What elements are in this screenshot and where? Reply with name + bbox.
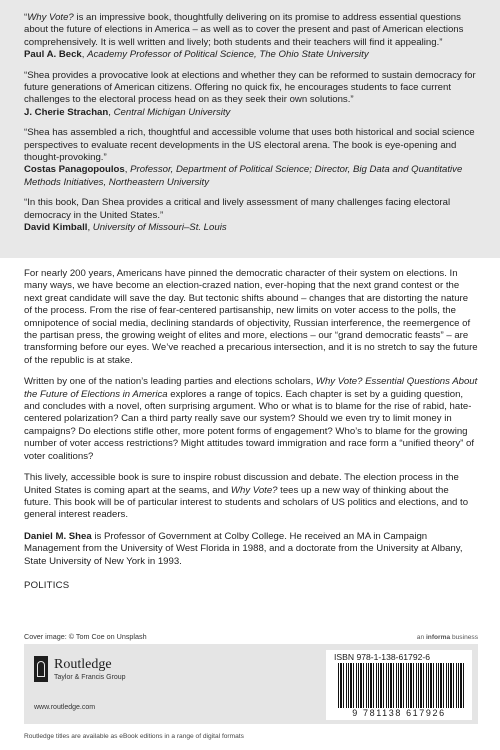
informa-tagline: an informa business <box>416 634 478 641</box>
subject-category: POLITICS <box>24 579 70 591</box>
routledge-logo-icon <box>34 656 48 682</box>
endorser-affiliation: University of Missouri–St. Louis <box>92 222 227 234</box>
publisher-name: Routledge <box>54 657 112 672</box>
barcode-panel <box>326 650 472 720</box>
endorser-name: J. Cherie Strachan <box>24 106 109 118</box>
publisher-group: Taylor & Francis Group <box>54 674 126 681</box>
description-paragraph: Written by one of the nation’s leading parties and elections scholars, Why Vote? Essential Questions About the Future of Elections in America explores a range of topics. Each chapter is set by a guiding question, and concludes with a novel, often surprising argument. Who or what is to blame for the rise of rabid, hate-centered polarization? Can a third party really save our system? Should we even try to limit money in campaigns? Do elections stifle other, more potent forms of engagement? Who’s to blame for the growing number of voter access restrictions? Might attitudes toward immigration and race form a “unified theory” of voter coalitions? <box>24 376 478 462</box>
endorsement-attribution: J. Cherie Strachan, Central Michigan University <box>24 106 231 118</box>
publisher-footer <box>24 644 478 724</box>
endorsements-panel <box>0 0 500 258</box>
endorser-name: Costas Panagopoulos <box>24 164 125 176</box>
endorsement-quote: “In this book, Dan Shea provides a critical and lively assessment of many challenges facing electoral democracy in the United States.” <box>24 197 451 221</box>
author-name: Daniel M. Shea <box>24 530 92 542</box>
description-paragraph: This lively, accessible book is sure to inspire robust discussion and debate. The election process in the United States is coming apart at the seams, and Why Vote? tees up a new way of thinking about the future. This book will be of particular interest to students and scholars of US politics and elections, and to general interest readers. <box>24 472 469 521</box>
isbn: ISBN 978-1-138-61792-6 <box>334 652 431 662</box>
barcode-icon <box>338 663 464 708</box>
endorser-affiliation: Academy Professor of Political Science, The Ohio State University <box>87 49 369 61</box>
endorsement <box>24 70 476 120</box>
publisher-website: www.routledge.com <box>34 704 96 711</box>
book-title-italic: Why Vote? Essential Questions About the Future of Elections in America <box>24 376 478 400</box>
endorser-affiliation: Professor, Department of Political Science; Director, Big Data and Quantitative Methods Initiatives, Northeastern University <box>24 164 463 188</box>
endorsement-quote: “Why Vote? is an impressive book, thoughtfully delivering on its promise to address essential questions about the future of elections in America – as well as to cover the present and past of American elections comprehensively. It is well written and lively; both students and their teachers will find it appealing.” <box>24 12 464 48</box>
endorsement <box>24 197 476 234</box>
book-title-italic: Why Vote? <box>27 12 74 23</box>
credit-line <box>24 632 478 641</box>
endorsement-attribution: Costas Panagopoulos, Professor, Department of Political Science; Director, Big Data and Quantitative Methods Initiatives, Northeastern University <box>24 164 463 188</box>
cover-credit: Cover image: © Tom Coe on Unsplash <box>24 632 147 641</box>
endorsement-attribution: David Kimball, University of Missouri–St. Louis <box>24 222 227 234</box>
author-bio: Daniel M. Shea is Professor of Government at Colby College. He received an MA in Campaign Management from the University of West Florida in 1988, and a doctorate from the University at Albany, State University of New York in 1993. <box>24 530 463 567</box>
barcode-number: 9 781138 617926 <box>352 708 446 718</box>
book-description <box>24 268 478 601</box>
endorser-name: David Kimball <box>24 222 88 234</box>
endorsement-quote: “Shea has assembled a rich, thoughtful and accessible volume that uses both historical and social science perspectives to evaluate recent developments in the US electoral arena. The book is eye-opening and thought-provoking.” <box>24 127 475 164</box>
endorser-name: Paul A. Beck <box>24 49 82 61</box>
endorser-affiliation: Central Michigan University <box>113 106 231 118</box>
endorsement <box>24 127 476 189</box>
endorsement-quote: “Shea provides a provocative look at elections and whether they can be reformed to sustain democracy for future generations of American citizens. Offering no quick fix, he encourages students to face current challenges to the electoral process head on as they seek their own solutions.” <box>24 69 476 106</box>
book-title-italic: Why Vote? <box>230 484 278 496</box>
endorsement <box>24 12 476 62</box>
endorsement-attribution: Paul A. Beck, Academy Professor of Political Science, The Ohio State University <box>24 49 369 61</box>
ebook-note: Routledge titles are available as eBook editions in a range of digital formats <box>24 733 244 740</box>
description-paragraph: For nearly 200 years, Americans have pinned the democratic character of their system on elections. In many ways, we have become an election-crazed nation, ever-hoping that the next grand contest or the next great candidate will save the day. But tectonic shifts abound – changes that are distorting the nature of the process. From the rise of fear-centered partisanship, new limits on voter access to the polls, the omnipotence of social media, declining standards of objectivity, Russian interference, the reemergence of the partisan press, the growing weight of elites and more, elections – our “grand democratic feasts” – are transforming before our eyes. We’ve reached a precarious intersection, and it is no stretch to say the future of the republic is at stake. <box>24 268 478 366</box>
